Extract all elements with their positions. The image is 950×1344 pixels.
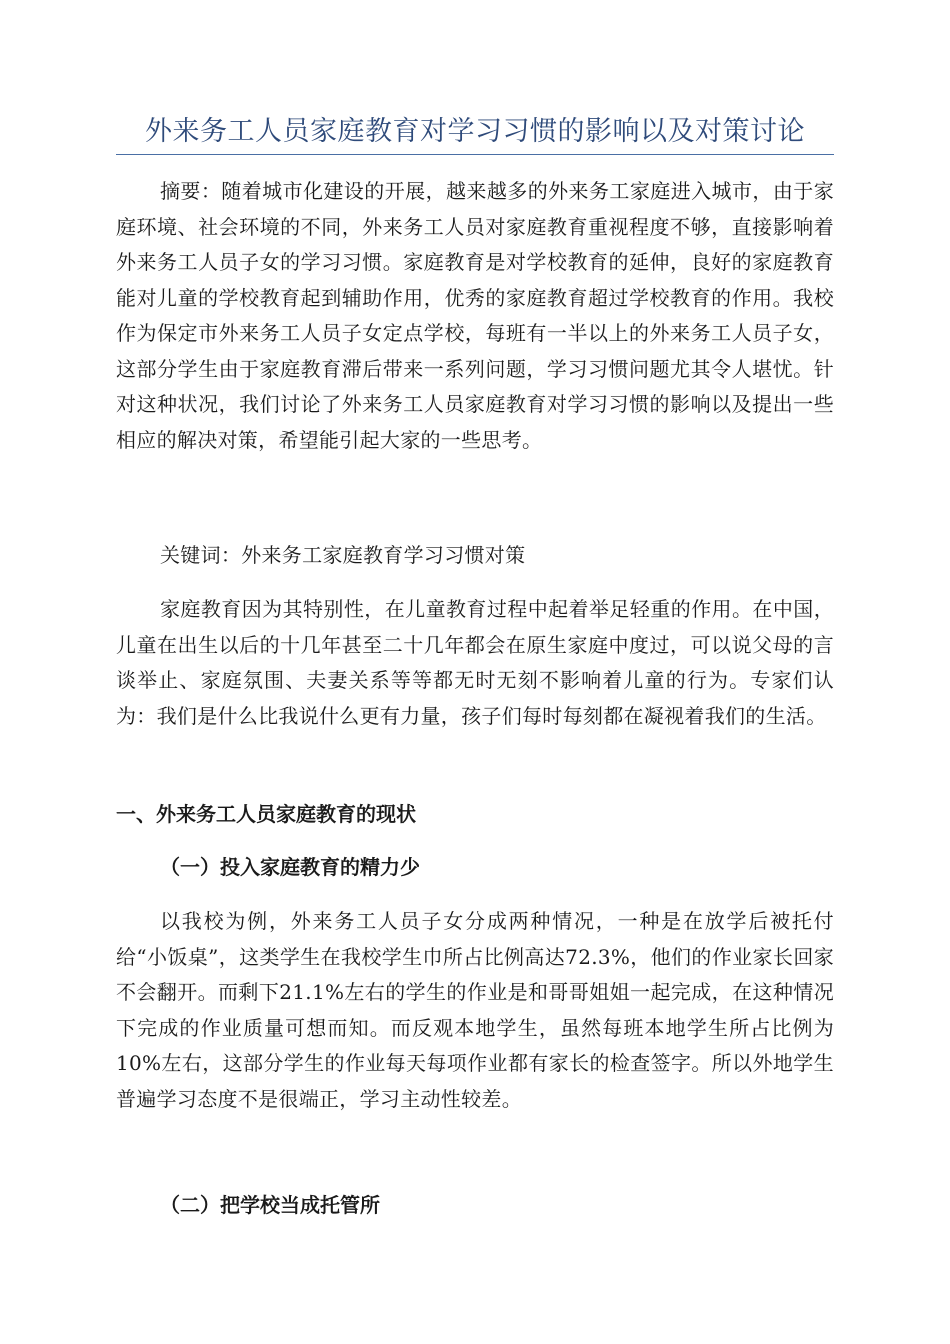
document-title: 外来务工人员家庭教育对学习习惯的影响以及对策讨论 <box>145 116 805 147</box>
title-underline <box>116 154 834 155</box>
abstract-paragraph: 摘要：随着城市化建设的开展，越来越多的外来务工家庭进入城市，由于家庭环境、社会环境的不同，外来务工人员对家庭教育重视程度不够，直接影响着外来务工人员子女的学习习惯。家庭教育是对学校教育的延伸，良好的家庭教育能对儿童的学校教育起到辅助作用，优秀的家庭教育超过学校教育的作用。我校作为保定市外来务工人员子女定点学校，每班有一半以上的外来务工人员子女，这部分学生由于家庭教育滞后带来一系列问题，学习习惯问题尤其令人堪忧。针对这种状况，我们讨论了外来务工人员家庭教育对学习习惯的影响以及提出一些相应的解决对策，希望能引起大家的一些思考。 <box>116 179 834 452</box>
section-heading: 一、外来务工人员家庭教育的现状 <box>116 802 416 826</box>
body-paragraph: 以我校为例，外来务工人员子女分成两种情况，一种是在放学后被托付给“小饭桌”，这类学生在我校学生巾所占比例高达72.3%，他们的作业家长回家不会翻开。而剩下21.1%左右的学生的作业是和哥哥姐姐一起完成，在这种情况下完成的作业质量可想而知。而反观本地学生，虽然每班本地学生所占比例为10%左右，这部分学生的作业每天每项作业都有家长的检查签字。所以外地学生普遍学习态度不是很端正，学习主动性较差。 <box>116 909 834 1111</box>
intro-paragraph: 家庭教育因为其特别性，在儿童教育过程中起着举足轻重的作用。在中国，儿童在出生以后的十几年甚至二十几年都会在原生家庭中度过，可以说父母的言谈举止、家庭氛围、夫妻关系等等都无时无刻不影响着儿童的行为。专家们认为：我们是什么比我说什么更有力量，孩子们每时每刻都在凝视着我们的生活。 <box>116 597 834 728</box>
subsection-heading: （二）把学校当成托管所 <box>160 1193 380 1217</box>
keywords-line: 关键词：外来务工家庭教育学习习惯对策 <box>160 543 526 567</box>
subsection-heading: （一）投入家庭教育的精力少 <box>160 855 420 879</box>
